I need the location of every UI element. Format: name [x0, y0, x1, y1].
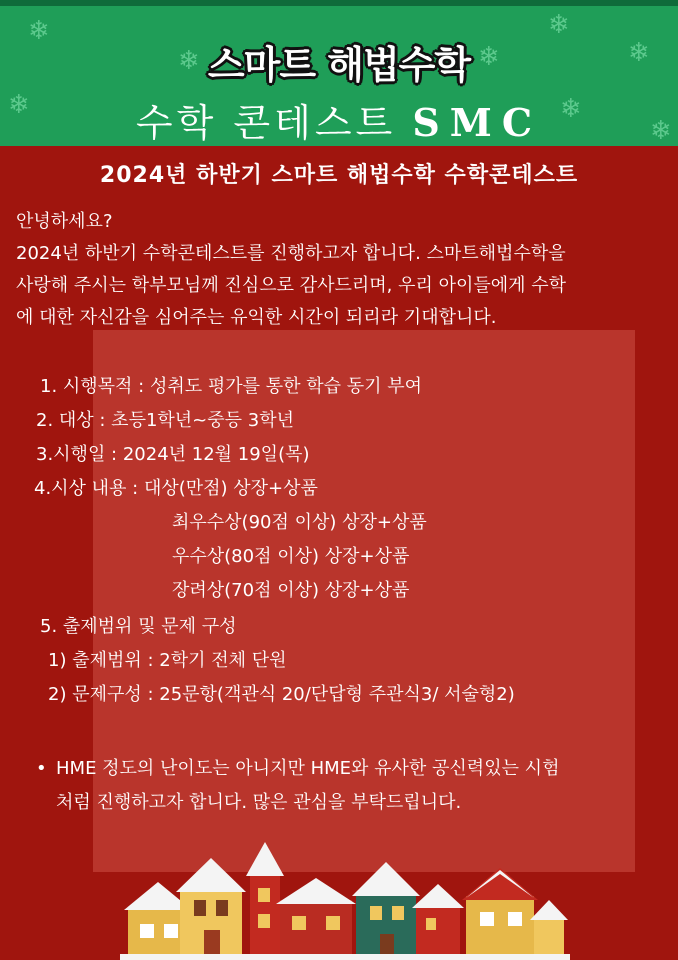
page-title: 2024년 하반기 스마트 해법수학 수학콘테스트: [99, 163, 579, 188]
intro-line: 2024년 하반기 수학콘테스트를 진행하고자 합니다. 스마트해법수학을: [16, 243, 566, 264]
snowflake-icon: ❄: [28, 16, 50, 46]
item-scope-composition: 2) 문제구성 : 25문항(객관식 20/단답형 주관식3/ 서술형2): [48, 684, 515, 705]
intro-line: 에 대한 자신감을 심어주는 유익한 시간이 되리라 기대합니다.: [16, 307, 497, 328]
item-award-encouragement: 장려상(70점 이상) 상장+상품: [172, 580, 410, 601]
intro-line: 사랑해 주시는 학부모님께 진심으로 감사드리며, 우리 아이들에게 수학: [16, 275, 567, 296]
christmas-houses-illustration: [120, 838, 570, 960]
bullet-icon: •: [36, 758, 47, 779]
snowflake-icon: ❄: [8, 90, 30, 120]
brand-logo-text: 스마트 해법수학: [207, 43, 471, 87]
brand-logo: [0, 34, 678, 89]
note-line: 처럼 진행하고자 합니다. 많은 관심을 부탁드립니다.: [56, 792, 462, 813]
header-top-strip: [0, 0, 678, 6]
snowflake-icon: ❄: [650, 116, 672, 146]
contest-code: SMC: [412, 100, 543, 145]
item-award-excellence: 최우수상(90점 이상) 상장+상품: [172, 512, 427, 533]
header-banner: [0, 0, 678, 146]
item-date: 3.시행일 : 2024년 12월 19일(목): [36, 444, 310, 465]
note-line: HME 정도의 난이도는 아니지만 HME와 유사한 공신력있는 시험: [56, 758, 560, 779]
contest-label: 수학 콘테스트: [135, 101, 397, 145]
item-purpose: 1. 시행목적 : 성취도 평가를 통한 학습 동기 부여: [40, 376, 422, 397]
contest-heading: [0, 92, 678, 146]
snowflake-icon: ❄: [548, 10, 570, 40]
item-award-merit: 우수상(80점 이상) 상장+상품: [172, 546, 410, 567]
item-scope-header: 5. 출제범위 및 문제 구성: [40, 616, 237, 637]
snowflake-icon: ❄: [560, 94, 582, 124]
snowflake-icon: ❄: [178, 46, 200, 76]
item-target: 2. 대상 : 초등1학년~중등 3학년: [36, 410, 294, 431]
item-award: 4.시상 내용 : 대상(만점) 상장+상품: [34, 478, 318, 499]
intro-line: 안녕하세요?: [16, 211, 113, 232]
intro-paragraph: [16, 206, 666, 334]
item-scope-range: 1) 출제범위 : 2학기 전체 단원: [48, 650, 287, 671]
note-paragraph: [36, 752, 656, 820]
snowflake-icon: ❄: [628, 38, 650, 68]
snowflake-icon: ❄: [478, 42, 500, 72]
